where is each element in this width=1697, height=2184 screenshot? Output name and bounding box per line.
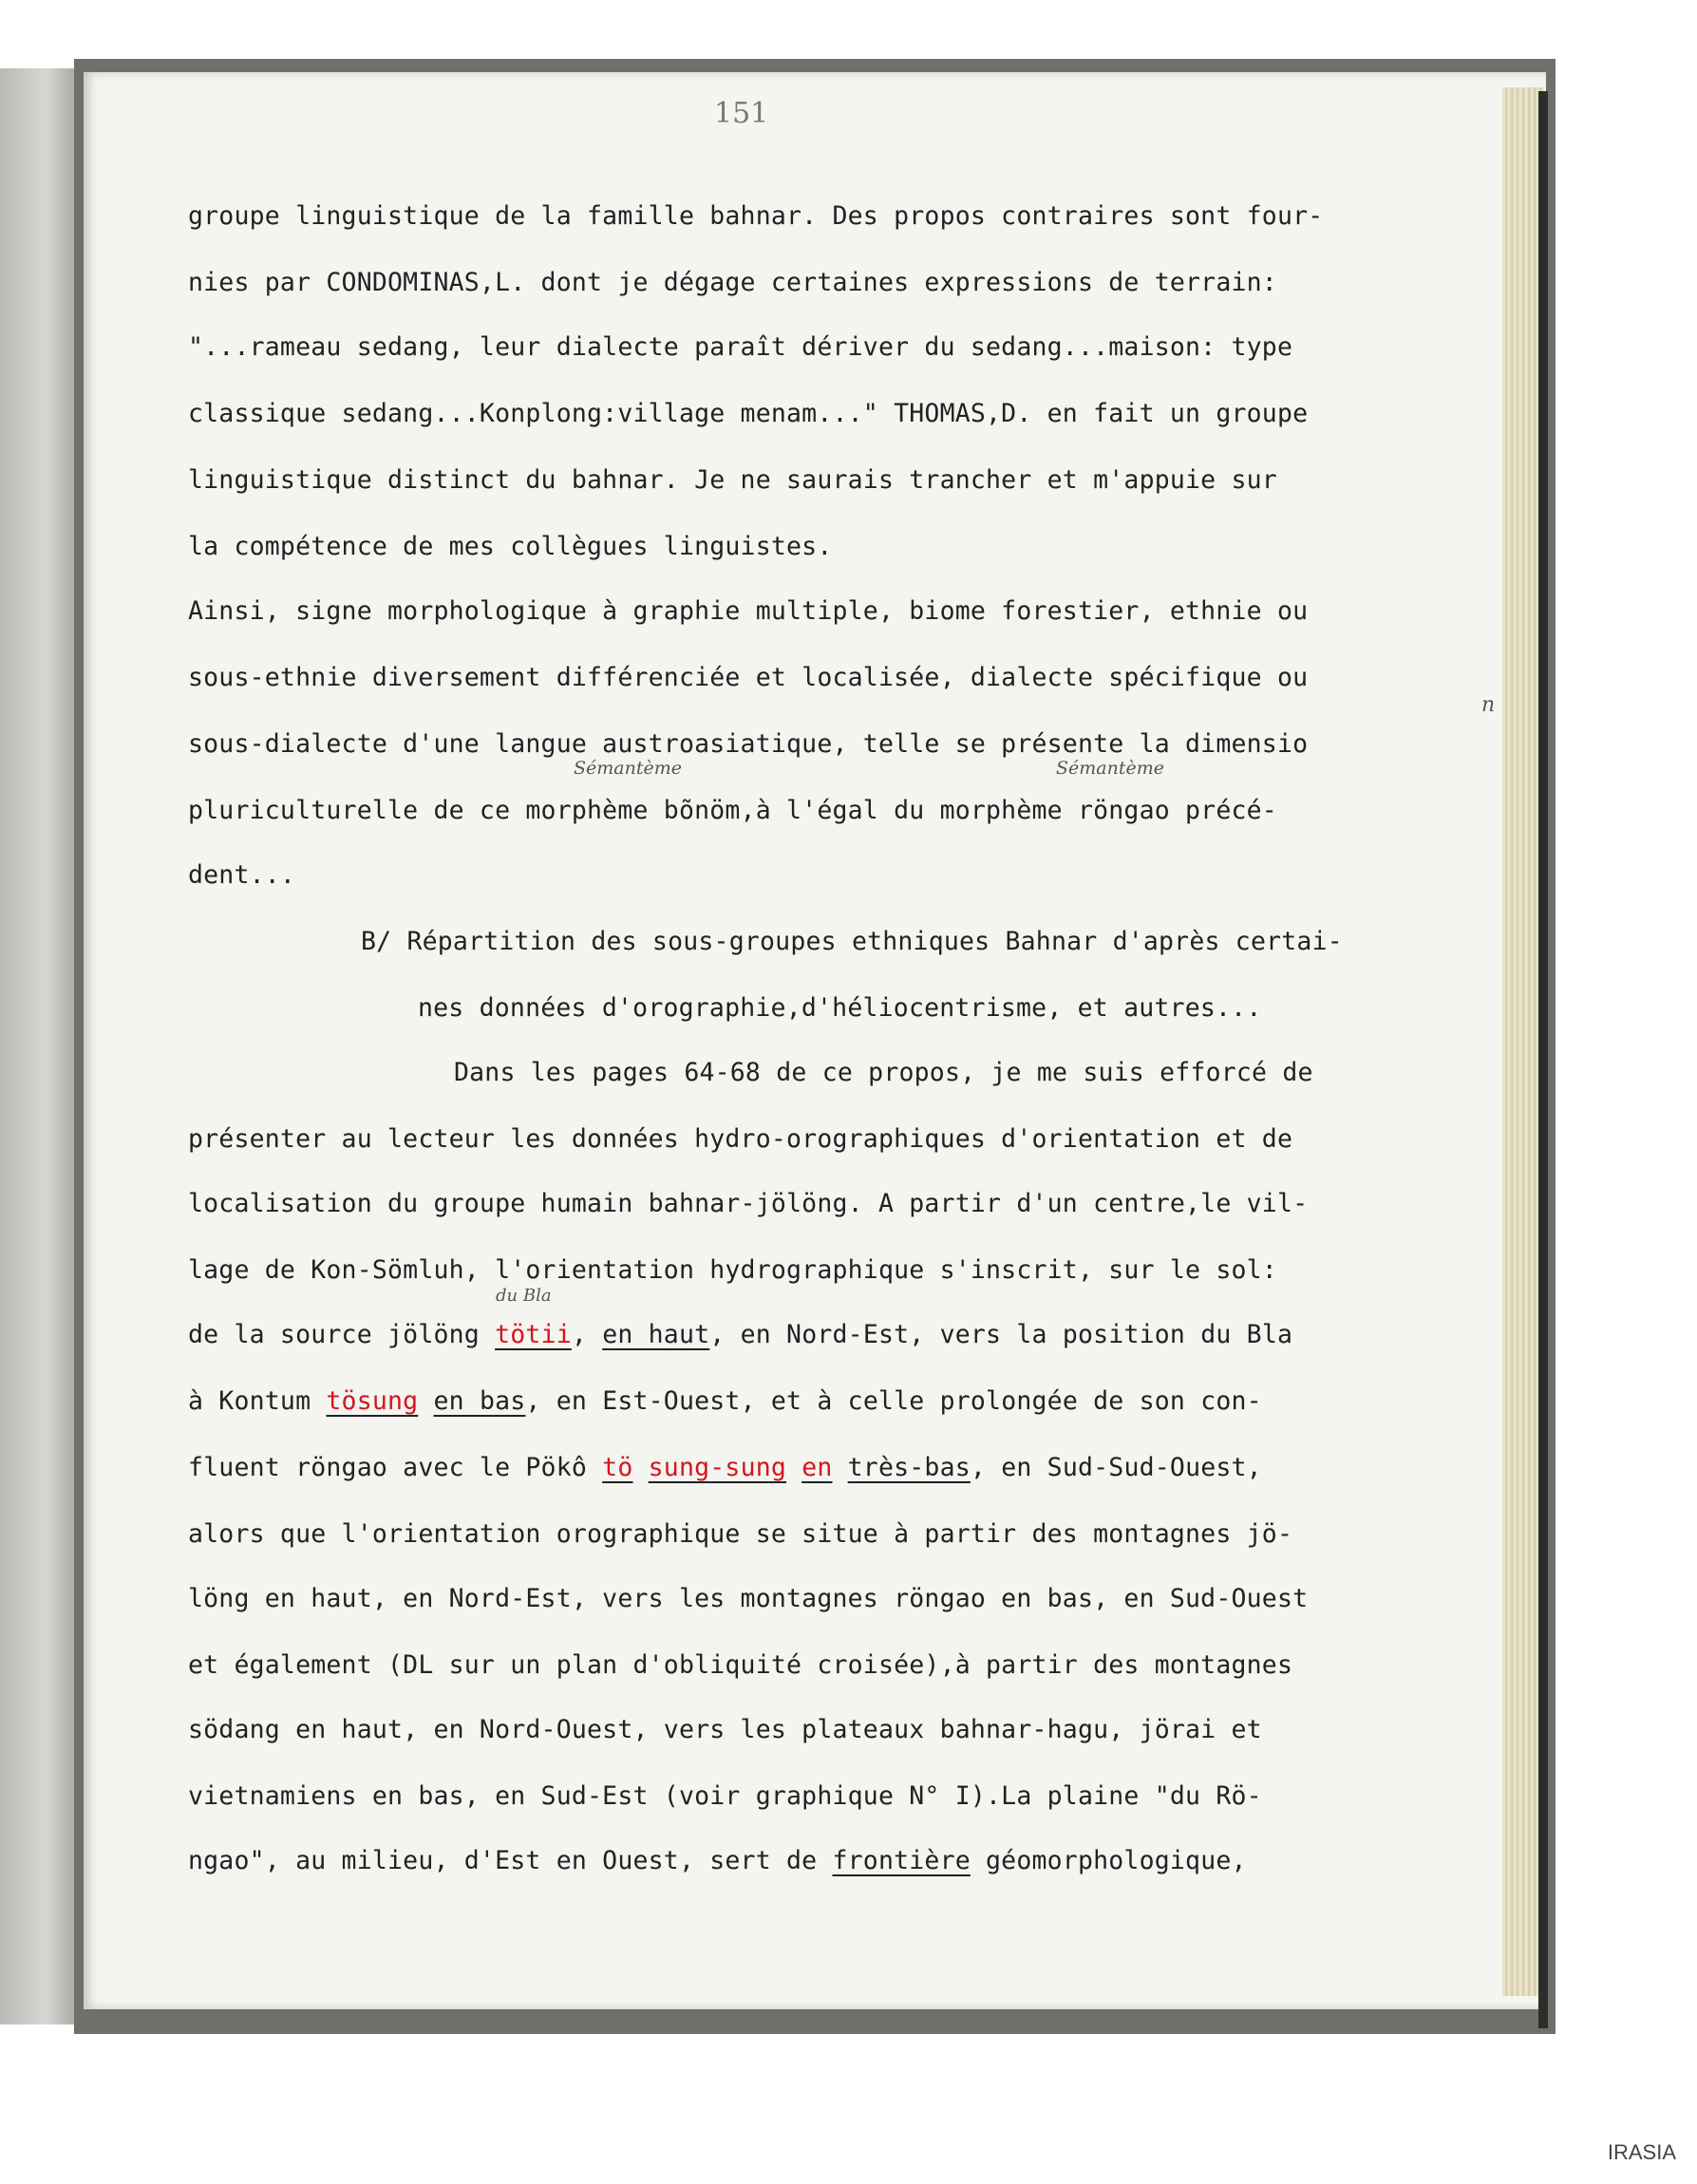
text-segment: présenter au lecteur les données hydro-orographiques d'orientation et de bbox=[188, 1124, 1293, 1154]
text-segment bbox=[418, 1386, 433, 1416]
text-line bbox=[188, 729, 1308, 759]
underlined-term: en haut bbox=[602, 1320, 710, 1349]
text-segment: groupe linguistique de la famille bahnar. Des propos contraires sont four- bbox=[188, 201, 1324, 231]
text-segment: Dans les pages 64-68 de ce propos, je me suis efforcé de bbox=[454, 1058, 1313, 1087]
text-segment: dent... bbox=[188, 860, 296, 890]
page-number: 151 bbox=[714, 97, 769, 130]
underlined-term: en bbox=[801, 1453, 833, 1482]
text-segment bbox=[786, 1453, 801, 1482]
text-line bbox=[188, 596, 1308, 626]
underlined-term: frontière bbox=[832, 1846, 971, 1875]
text-line bbox=[188, 1584, 1308, 1613]
text-line bbox=[188, 796, 1277, 825]
text-line bbox=[188, 663, 1308, 692]
text-segment: classique sedang...Konplong:village menam..." THOMAS,D. en fait un groupe bbox=[188, 399, 1309, 428]
text-line bbox=[188, 1255, 1277, 1285]
text-segment: sous-ethnie diversement différenciée et localisée, dialecte spécifique ou bbox=[188, 663, 1309, 692]
underlined-term: tö bbox=[602, 1453, 633, 1482]
text-line bbox=[188, 399, 1308, 428]
text-line bbox=[454, 1058, 1313, 1087]
underlined-term: tötii bbox=[495, 1320, 572, 1349]
text-segment: la compétence de mes collègues linguistes. bbox=[188, 532, 833, 561]
text-segment: géomorphologique, bbox=[970, 1846, 1247, 1875]
text-segment: nies par CONDOMINAS,L. dont je dégage certaines expressions de terrain: bbox=[188, 268, 1277, 297]
handwritten-semanteme-1: Sémantème bbox=[574, 758, 682, 779]
handwritten-n: n bbox=[1481, 693, 1496, 717]
underlined-term: en bas bbox=[433, 1386, 526, 1416]
text-segment: fluent röngao avec le Pökô bbox=[188, 1453, 603, 1482]
text-line bbox=[188, 1124, 1292, 1154]
underlined-term: très-bas bbox=[847, 1453, 971, 1482]
text-segment: ngao", au milieu, d'Est en Ouest, sert de bbox=[188, 1846, 833, 1875]
text-segment: B/ Répartition des sous-groupes ethniques Bahnar d'après certai- bbox=[361, 927, 1343, 956]
text-line bbox=[188, 1846, 1247, 1875]
text-segment: , en Sud-Sud-Ouest, bbox=[970, 1453, 1262, 1482]
handwritten-semanteme-2: Sémantème bbox=[1056, 758, 1164, 779]
text-line bbox=[361, 927, 1343, 956]
text-segment: pluriculturelle de ce morphème bõnöm,à l'égal du morphème röngao précé- bbox=[188, 796, 1277, 825]
handwritten-du-bla: du Bla bbox=[496, 1286, 552, 1306]
underlined-term: tösung bbox=[326, 1386, 419, 1416]
text-segment: localisation du groupe humain bahnar-jölöng. A partir d'un centre,le vil- bbox=[188, 1189, 1309, 1218]
text-segment bbox=[833, 1453, 848, 1482]
text-segment: à Kontum bbox=[188, 1386, 327, 1416]
text-segment: alors que l'orientation orographique se situe à partir des montagnes jö- bbox=[188, 1519, 1293, 1549]
text-segment: lage de Kon-Sömluh, l'orientation hydrographique s'inscrit, sur le sol: bbox=[188, 1255, 1277, 1285]
text-line bbox=[188, 1320, 1292, 1349]
text-line bbox=[188, 1453, 1262, 1482]
text-line bbox=[188, 1781, 1262, 1811]
text-segment bbox=[632, 1453, 648, 1482]
watermark-brand: IRASIA bbox=[1607, 2140, 1676, 2164]
text-segment: , en Est-Ouest, et à celle prolongée de son con- bbox=[525, 1386, 1262, 1416]
text-line bbox=[188, 1519, 1292, 1549]
text-segment: södang en haut, en Nord-Ouest, vers les plateaux bahnar-hagu, jörai et bbox=[188, 1715, 1262, 1744]
text-segment: vietnamiens en bas, en Sud-Est (voir graphique N° I).La plaine "du Rö- bbox=[188, 1781, 1262, 1811]
text-line bbox=[188, 332, 1292, 362]
text-segment: sous-dialecte d'une langue austroasiatique, telle se présente la dimensio bbox=[188, 729, 1309, 759]
text-line bbox=[188, 1189, 1308, 1218]
text-line bbox=[418, 993, 1262, 1023]
text-segment: löng en haut, en Nord-Est, vers les montagnes röngao en bas, en Sud-Ouest bbox=[188, 1584, 1309, 1613]
text-line bbox=[188, 1715, 1262, 1744]
text-segment: nes données d'orographie,d'héliocentrisme, et autres... bbox=[418, 993, 1262, 1023]
text-segment: et également (DL sur un plan d'obliquité croisée),à partir des montagnes bbox=[188, 1650, 1293, 1680]
text-line bbox=[188, 201, 1323, 231]
text-line bbox=[188, 268, 1277, 297]
text-line bbox=[188, 1650, 1292, 1680]
text-line bbox=[188, 860, 295, 890]
text-segment: linguistique distinct du bahnar. Je ne saurais trancher et m'appuie sur bbox=[188, 465, 1277, 495]
text-segment: , bbox=[571, 1320, 603, 1349]
text-line bbox=[188, 532, 832, 561]
text-segment: Ainsi, signe morphologique à graphie multiple, biome forestier, ethnie ou bbox=[188, 596, 1309, 626]
text-segment: "...rameau sedang, leur dialecte paraît dériver du sedang...maison: type bbox=[188, 332, 1293, 362]
text-segment: , en Nord-Est, vers la position du Bla bbox=[709, 1320, 1293, 1349]
text-line bbox=[188, 1386, 1262, 1416]
text-line bbox=[188, 465, 1277, 495]
text-segment: de la source jölöng bbox=[188, 1320, 496, 1349]
underlined-term: sung-sung bbox=[648, 1453, 787, 1482]
